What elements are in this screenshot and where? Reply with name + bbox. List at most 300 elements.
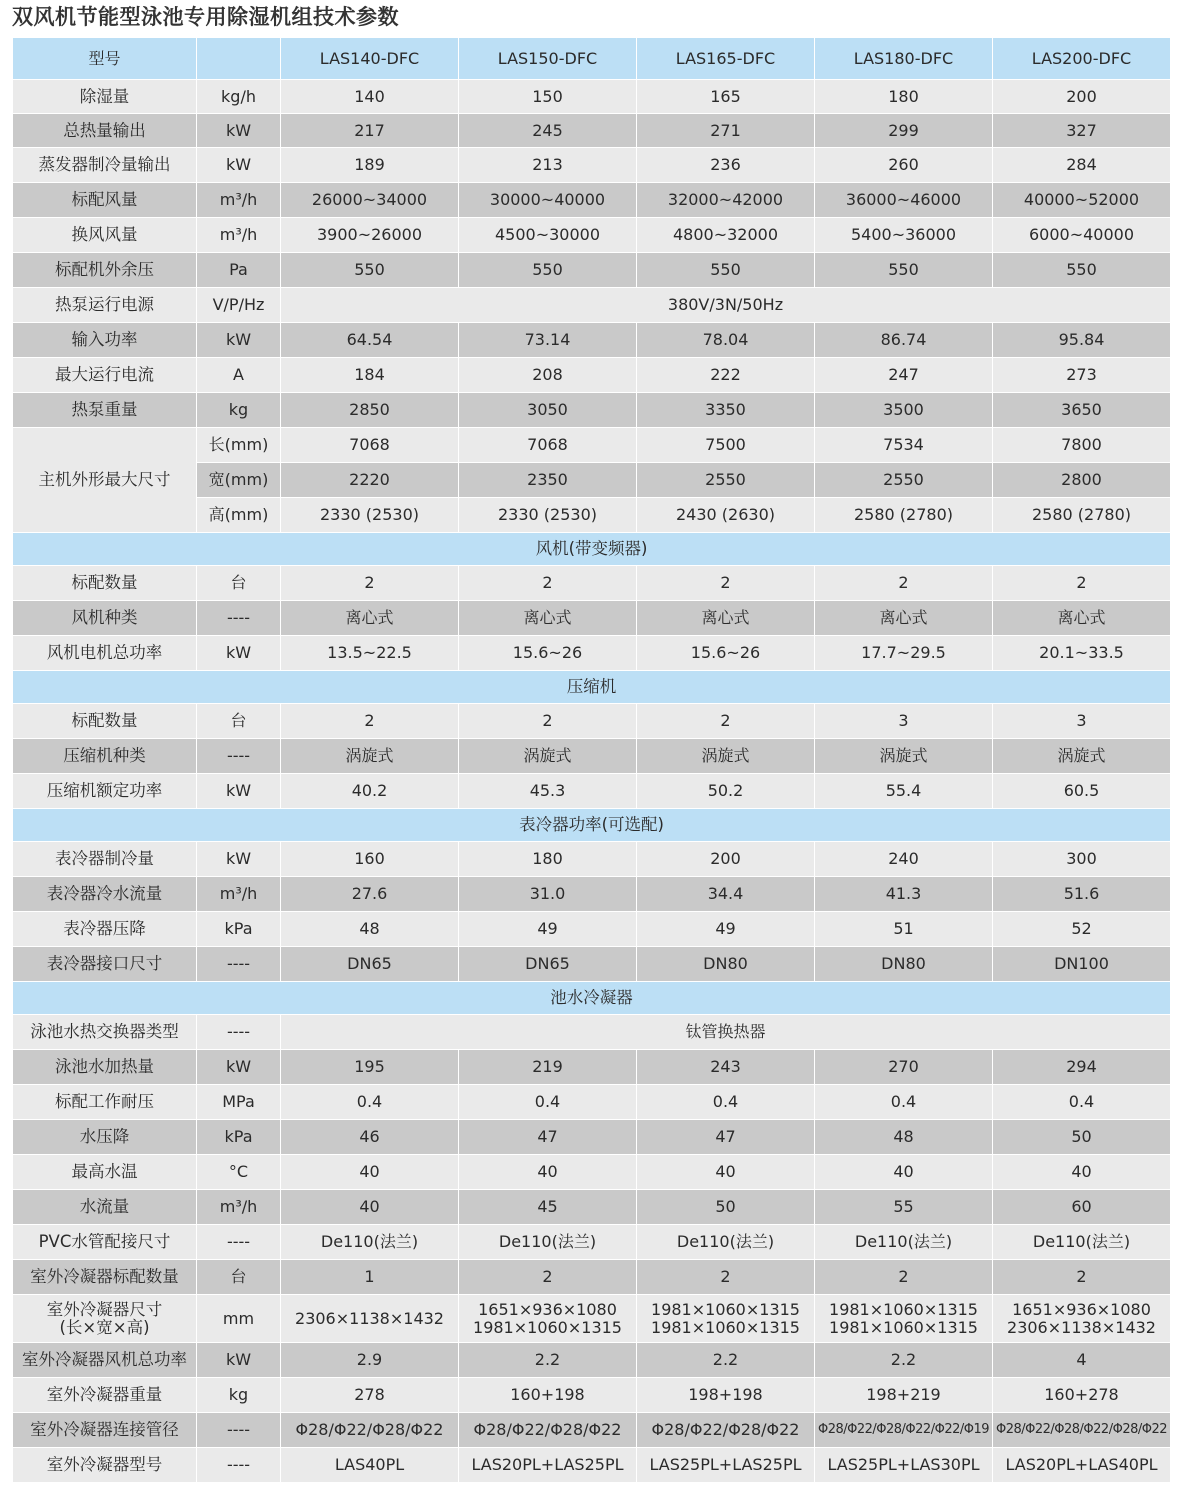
row-value: 40 xyxy=(637,1155,815,1190)
row-value: 51.6 xyxy=(993,877,1171,912)
row-value: 2 xyxy=(637,566,815,601)
section-title: 压缩机 xyxy=(13,671,1171,704)
row-value: 3900~26000 xyxy=(281,218,459,253)
row-value: 0.4 xyxy=(993,1085,1171,1120)
row-value: 165 xyxy=(637,80,815,114)
row-unit: ---- xyxy=(197,1448,281,1483)
row-value: 64.54 xyxy=(281,323,459,358)
table-row xyxy=(13,1190,1171,1225)
row-value: 60.5 xyxy=(993,774,1171,809)
row-value: 550 xyxy=(993,253,1171,288)
row-value: 2.2 xyxy=(815,1343,993,1378)
row-label: 风机种类 xyxy=(13,601,197,636)
row-unit: MPa xyxy=(197,1085,281,1120)
row-value: 48 xyxy=(815,1120,993,1155)
table-row xyxy=(13,636,1171,671)
section-title: 池水冷凝器 xyxy=(13,982,1171,1015)
header-model-name: LAS200-DFC xyxy=(993,38,1171,80)
table-row xyxy=(13,877,1171,912)
row-unit: °C xyxy=(197,1155,281,1190)
row-unit: 长(mm) xyxy=(197,428,281,463)
document-title: 双风机节能型泳池专用除湿机组技术参数 xyxy=(12,5,399,29)
row-value: 0.4 xyxy=(637,1085,815,1120)
row-label: 总热量输出 xyxy=(13,114,197,148)
row-label: 标配风量 xyxy=(13,183,197,218)
table-row xyxy=(13,1225,1171,1260)
row-value: 50.2 xyxy=(637,774,815,809)
row-label: 表冷器接口尺寸 xyxy=(13,947,197,982)
row-value: De110(法兰) xyxy=(281,1225,459,1260)
row-value: 284 xyxy=(993,148,1171,183)
row-value: 47 xyxy=(637,1120,815,1155)
row-label-line: 室外冷凝器尺寸 xyxy=(46,1299,163,1319)
row-label: 风机电机总功率 xyxy=(13,636,197,671)
row-value: 550 xyxy=(281,253,459,288)
row-value: 2850 xyxy=(281,393,459,428)
table-row xyxy=(13,80,1171,114)
header-model-label: 型号 xyxy=(13,38,197,80)
row-value: 31.0 xyxy=(459,877,637,912)
table-row xyxy=(13,218,1171,253)
row-unit: kW xyxy=(197,774,281,809)
row-value: LAS25PL+LAS30PL xyxy=(815,1448,993,1483)
row-label: 室外冷凝器重量 xyxy=(13,1378,197,1413)
row-value: 涡旋式 xyxy=(993,739,1171,774)
row-value: DN80 xyxy=(815,947,993,982)
section-header-compressor xyxy=(13,671,1171,704)
row-value: 2330 (2530) xyxy=(459,498,637,533)
row-value: 2 xyxy=(459,1260,637,1295)
row-value: Φ28/Φ22/Φ28/Φ22 xyxy=(281,1413,459,1448)
row-label: 输入功率 xyxy=(13,323,197,358)
table-row xyxy=(13,947,1171,982)
row-value: 273 xyxy=(993,358,1171,393)
row-unit: ---- xyxy=(197,947,281,982)
row-value: 2580 (2780) xyxy=(993,498,1171,533)
row-label: 室外冷凝器连接管径 xyxy=(13,1413,197,1448)
row-value: 2330 (2530) xyxy=(281,498,459,533)
row-value: 217 xyxy=(281,114,459,148)
table-row xyxy=(13,1155,1171,1190)
row-value: 49 xyxy=(459,912,637,947)
section-header-fan xyxy=(13,533,1171,566)
row-value: 2.9 xyxy=(281,1343,459,1378)
row-value-line: 2306×1138×1432 xyxy=(295,1308,444,1328)
row-value xyxy=(459,1295,637,1343)
row-value: 2430 (2630) xyxy=(637,498,815,533)
table-row xyxy=(13,566,1171,601)
row-value: 3650 xyxy=(993,393,1171,428)
row-value: 78.04 xyxy=(637,323,815,358)
row-value: 180 xyxy=(459,842,637,877)
spec-table xyxy=(12,37,1171,1483)
row-value: 198+198 xyxy=(637,1378,815,1413)
row-value: 2220 xyxy=(281,463,459,498)
row-value: De110(法兰) xyxy=(993,1225,1171,1260)
row-value: 2 xyxy=(993,1260,1171,1295)
row-unit: kg xyxy=(197,1378,281,1413)
row-value: 2.2 xyxy=(637,1343,815,1378)
row-value: 30000~40000 xyxy=(459,183,637,218)
row-value: 2 xyxy=(459,704,637,739)
row-label: 室外冷凝器风机总功率 xyxy=(13,1343,197,1378)
row-unit: kW xyxy=(197,1050,281,1085)
row-value xyxy=(815,1295,993,1343)
row-value: 涡旋式 xyxy=(637,739,815,774)
row-value: 0.4 xyxy=(281,1085,459,1120)
row-value: LAS25PL+LAS25PL xyxy=(637,1448,815,1483)
row-unit: 宽(mm) xyxy=(197,463,281,498)
row-label: 泳池水热交换器类型 xyxy=(13,1015,197,1050)
row-value: 270 xyxy=(815,1050,993,1085)
table-row xyxy=(13,1050,1171,1085)
row-value: 2800 xyxy=(993,463,1171,498)
row-value: 240 xyxy=(815,842,993,877)
row-value: DN65 xyxy=(459,947,637,982)
row-value: 550 xyxy=(459,253,637,288)
row-label: 标配机外余压 xyxy=(13,253,197,288)
row-value: 245 xyxy=(459,114,637,148)
row-value-line: 1651×936×1080 xyxy=(478,1299,617,1319)
row-value: 160+278 xyxy=(993,1378,1171,1413)
table-row xyxy=(13,114,1171,148)
table-row xyxy=(13,253,1171,288)
row-value: 涡旋式 xyxy=(281,739,459,774)
row-value: 40.2 xyxy=(281,774,459,809)
row-value xyxy=(281,1295,459,1343)
row-unit: 高(mm) xyxy=(197,498,281,533)
row-label: 泳池水加热量 xyxy=(13,1050,197,1085)
row-value: 247 xyxy=(815,358,993,393)
row-label-line: (长×宽×高) xyxy=(59,1317,150,1337)
row-value: 离心式 xyxy=(637,601,815,636)
row-label: 最大运行电流 xyxy=(13,358,197,393)
row-value: 47 xyxy=(459,1120,637,1155)
row-value: De110(法兰) xyxy=(637,1225,815,1260)
row-value: 45.3 xyxy=(459,774,637,809)
row-value: 208 xyxy=(459,358,637,393)
table-row xyxy=(13,393,1171,428)
row-value: 0.4 xyxy=(459,1085,637,1120)
row-value: 184 xyxy=(281,358,459,393)
row-value: 7068 xyxy=(281,428,459,463)
row-value: 299 xyxy=(815,114,993,148)
row-unit: kPa xyxy=(197,1120,281,1155)
row-value: 2.2 xyxy=(459,1343,637,1378)
row-label: 室外冷凝器型号 xyxy=(13,1448,197,1483)
row-value-line: 1981×1060×1315 xyxy=(651,1299,800,1319)
row-value-line: 1981×1060×1315 xyxy=(651,1317,800,1337)
row-value: 4500~30000 xyxy=(459,218,637,253)
row-label: 表冷器制冷量 xyxy=(13,842,197,877)
row-value: 260 xyxy=(815,148,993,183)
table-row xyxy=(13,1085,1171,1120)
row-value: 离心式 xyxy=(993,601,1171,636)
row-value: 涡旋式 xyxy=(459,739,637,774)
row-value: 2 xyxy=(637,1260,815,1295)
row-value: 189 xyxy=(281,148,459,183)
row-value: 7500 xyxy=(637,428,815,463)
row-value: 36000~46000 xyxy=(815,183,993,218)
row-label: 室外冷凝器标配数量 xyxy=(13,1260,197,1295)
table-row xyxy=(13,288,1171,323)
row-value: 73.14 xyxy=(459,323,637,358)
row-value: 15.6~26 xyxy=(637,636,815,671)
row-value xyxy=(993,1295,1171,1343)
row-unit: m³/h xyxy=(197,218,281,253)
row-label: 压缩机额定功率 xyxy=(13,774,197,809)
row-value: Φ28/Φ22/Φ28/Φ22/Φ22/Φ19 xyxy=(815,1413,993,1448)
row-value: 200 xyxy=(637,842,815,877)
row-label: 除湿量 xyxy=(13,80,197,114)
row-value: 278 xyxy=(281,1378,459,1413)
row-value: 2 xyxy=(993,566,1171,601)
row-value: 2 xyxy=(281,704,459,739)
row-value: 26000~34000 xyxy=(281,183,459,218)
header-model-name: LAS180-DFC xyxy=(815,38,993,80)
row-value: 160+198 xyxy=(459,1378,637,1413)
section-header-condenser xyxy=(13,982,1171,1015)
row-value: 5400~36000 xyxy=(815,218,993,253)
row-value: 6000~40000 xyxy=(993,218,1171,253)
row-value: 48 xyxy=(281,912,459,947)
row-label: 主机外形最大尺寸 xyxy=(13,428,197,533)
row-value: 243 xyxy=(637,1050,815,1085)
row-unit: 台 xyxy=(197,704,281,739)
row-value: 2 xyxy=(815,566,993,601)
row-value: 86.74 xyxy=(815,323,993,358)
table-row xyxy=(13,183,1171,218)
table-row xyxy=(13,704,1171,739)
row-unit: m³/h xyxy=(197,877,281,912)
row-label: 最高水温 xyxy=(13,1155,197,1190)
row-label: 热泵重量 xyxy=(13,393,197,428)
row-unit: ---- xyxy=(197,739,281,774)
table-row xyxy=(13,842,1171,877)
table-row xyxy=(13,601,1171,636)
row-unit: V/P/Hz xyxy=(197,288,281,323)
row-value: 55 xyxy=(815,1190,993,1225)
row-value: De110(法兰) xyxy=(815,1225,993,1260)
row-value: 195 xyxy=(281,1050,459,1085)
section-title: 风机(带变频器) xyxy=(13,533,1171,566)
row-value: 294 xyxy=(993,1050,1171,1085)
row-value: Φ28/Φ22/Φ28/Φ22 xyxy=(459,1413,637,1448)
table-row xyxy=(13,739,1171,774)
row-value: 34.4 xyxy=(637,877,815,912)
row-value: 3 xyxy=(993,704,1171,739)
table-row xyxy=(13,774,1171,809)
row-label: 换风风量 xyxy=(13,218,197,253)
row-unit: kW xyxy=(197,323,281,358)
row-value: LAS20PL+LAS25PL xyxy=(459,1448,637,1483)
row-unit: m³/h xyxy=(197,1190,281,1225)
row-value: 2580 (2780) xyxy=(815,498,993,533)
header-model-name: LAS150-DFC xyxy=(459,38,637,80)
table-row xyxy=(13,358,1171,393)
row-value: 7068 xyxy=(459,428,637,463)
section-title: 表冷器功率(可选配) xyxy=(13,809,1171,842)
row-value: 离心式 xyxy=(281,601,459,636)
row-value: 20.1~33.5 xyxy=(993,636,1171,671)
table-row xyxy=(13,1448,1171,1483)
row-unit: ---- xyxy=(197,601,281,636)
row-value: 40 xyxy=(459,1155,637,1190)
row-value: 2 xyxy=(281,566,459,601)
row-value: 15.6~26 xyxy=(459,636,637,671)
row-value-line: 2306×1138×1432 xyxy=(1007,1317,1156,1337)
row-value: LAS40PL xyxy=(281,1448,459,1483)
table-row xyxy=(13,1343,1171,1378)
row-label: 压缩机种类 xyxy=(13,739,197,774)
row-value: 219 xyxy=(459,1050,637,1085)
table-header-row xyxy=(13,38,1171,80)
row-label: 标配工作耐压 xyxy=(13,1085,197,1120)
row-value: 离心式 xyxy=(459,601,637,636)
row-value-merged: 380V/3N/50Hz xyxy=(281,288,1171,323)
row-value: 271 xyxy=(637,114,815,148)
row-unit: kPa xyxy=(197,912,281,947)
header-model-name: LAS165-DFC xyxy=(637,38,815,80)
row-value: Φ28/Φ22/Φ28/Φ22 xyxy=(637,1413,815,1448)
table-row xyxy=(13,912,1171,947)
row-unit: ---- xyxy=(197,1015,281,1050)
row-value: 198+219 xyxy=(815,1378,993,1413)
row-label: 标配数量 xyxy=(13,704,197,739)
row-unit: kW xyxy=(197,114,281,148)
row-unit: m³/h xyxy=(197,183,281,218)
row-label xyxy=(13,1295,197,1343)
row-value: 40 xyxy=(993,1155,1171,1190)
row-value: 160 xyxy=(281,842,459,877)
row-value: 2 xyxy=(815,1260,993,1295)
row-label: 蒸发器制冷量输出 xyxy=(13,148,197,183)
table-row xyxy=(13,1413,1171,1448)
row-value: 50 xyxy=(637,1190,815,1225)
row-value: DN80 xyxy=(637,947,815,982)
row-value: 213 xyxy=(459,148,637,183)
row-value: 51 xyxy=(815,912,993,947)
row-value: 2550 xyxy=(637,463,815,498)
row-label: 标配数量 xyxy=(13,566,197,601)
row-unit: ---- xyxy=(197,1225,281,1260)
row-label: 水流量 xyxy=(13,1190,197,1225)
row-value: 4 xyxy=(993,1343,1171,1378)
row-value: 32000~42000 xyxy=(637,183,815,218)
table-row xyxy=(13,428,1171,463)
table-row xyxy=(13,1260,1171,1295)
table-row xyxy=(13,323,1171,358)
row-value: 60 xyxy=(993,1190,1171,1225)
row-value: 27.6 xyxy=(281,877,459,912)
row-value: 7534 xyxy=(815,428,993,463)
row-value: 2550 xyxy=(815,463,993,498)
row-unit: kg xyxy=(197,393,281,428)
row-value: 55.4 xyxy=(815,774,993,809)
row-value-line: 1981×1060×1315 xyxy=(473,1317,622,1337)
row-value-line: 1981×1060×1315 xyxy=(829,1299,978,1319)
row-value: 3 xyxy=(815,704,993,739)
row-value: 40 xyxy=(281,1155,459,1190)
row-value: Φ28/Φ22/Φ28/Φ22/Φ28/Φ22 xyxy=(993,1413,1171,1448)
row-value: 3050 xyxy=(459,393,637,428)
row-value: 涡旋式 xyxy=(815,739,993,774)
table-row xyxy=(13,1378,1171,1413)
row-label: 热泵运行电源 xyxy=(13,288,197,323)
row-value: 49 xyxy=(637,912,815,947)
row-value: 17.7~29.5 xyxy=(815,636,993,671)
row-value: 2 xyxy=(459,566,637,601)
row-value: DN100 xyxy=(993,947,1171,982)
section-header-cooler xyxy=(13,809,1171,842)
row-value: De110(法兰) xyxy=(459,1225,637,1260)
row-unit: kW xyxy=(197,1343,281,1378)
row-unit: kW xyxy=(197,842,281,877)
row-unit: kW xyxy=(197,636,281,671)
row-value: 2350 xyxy=(459,463,637,498)
row-value-line: 1651×936×1080 xyxy=(1012,1299,1151,1319)
row-value: 40 xyxy=(281,1190,459,1225)
row-value: 222 xyxy=(637,358,815,393)
row-label: 水压降 xyxy=(13,1120,197,1155)
row-value: 52 xyxy=(993,912,1171,947)
table-row xyxy=(13,1015,1171,1050)
row-value: 180 xyxy=(815,80,993,114)
row-value: 离心式 xyxy=(815,601,993,636)
row-value-line: 1981×1060×1315 xyxy=(829,1317,978,1337)
row-value: 4800~32000 xyxy=(637,218,815,253)
table-row xyxy=(13,148,1171,183)
row-value: 40000~52000 xyxy=(993,183,1171,218)
row-value: 1 xyxy=(281,1260,459,1295)
row-value-merged: 钛管换热器 xyxy=(281,1015,1171,1050)
row-unit: Pa xyxy=(197,253,281,288)
row-value: 2 xyxy=(637,704,815,739)
table-row xyxy=(13,1120,1171,1155)
row-label: 表冷器压降 xyxy=(13,912,197,947)
row-value: 300 xyxy=(993,842,1171,877)
row-unit: kg/h xyxy=(197,80,281,114)
row-value: 41.3 xyxy=(815,877,993,912)
row-label: PVC水管配接尺寸 xyxy=(13,1225,197,1260)
row-value: 550 xyxy=(637,253,815,288)
row-value: 200 xyxy=(993,80,1171,114)
row-value: 40 xyxy=(815,1155,993,1190)
row-value: 550 xyxy=(815,253,993,288)
row-unit: kW xyxy=(197,148,281,183)
row-value: LAS20PL+LAS40PL xyxy=(993,1448,1171,1483)
header-unit-label xyxy=(197,38,281,80)
row-unit: mm xyxy=(197,1295,281,1343)
row-value: 3350 xyxy=(637,393,815,428)
row-value: 13.5~22.5 xyxy=(281,636,459,671)
row-value: 45 xyxy=(459,1190,637,1225)
row-value: 150 xyxy=(459,80,637,114)
row-value: 46 xyxy=(281,1120,459,1155)
row-value: DN65 xyxy=(281,947,459,982)
table-row xyxy=(13,1295,1171,1343)
row-unit: A xyxy=(197,358,281,393)
row-value: 0.4 xyxy=(815,1085,993,1120)
row-value: 140 xyxy=(281,80,459,114)
row-value: 327 xyxy=(993,114,1171,148)
row-value: 95.84 xyxy=(993,323,1171,358)
row-value: 7800 xyxy=(993,428,1171,463)
row-value xyxy=(637,1295,815,1343)
header-model-name: LAS140-DFC xyxy=(281,38,459,80)
row-unit: ---- xyxy=(197,1413,281,1448)
row-value: 236 xyxy=(637,148,815,183)
